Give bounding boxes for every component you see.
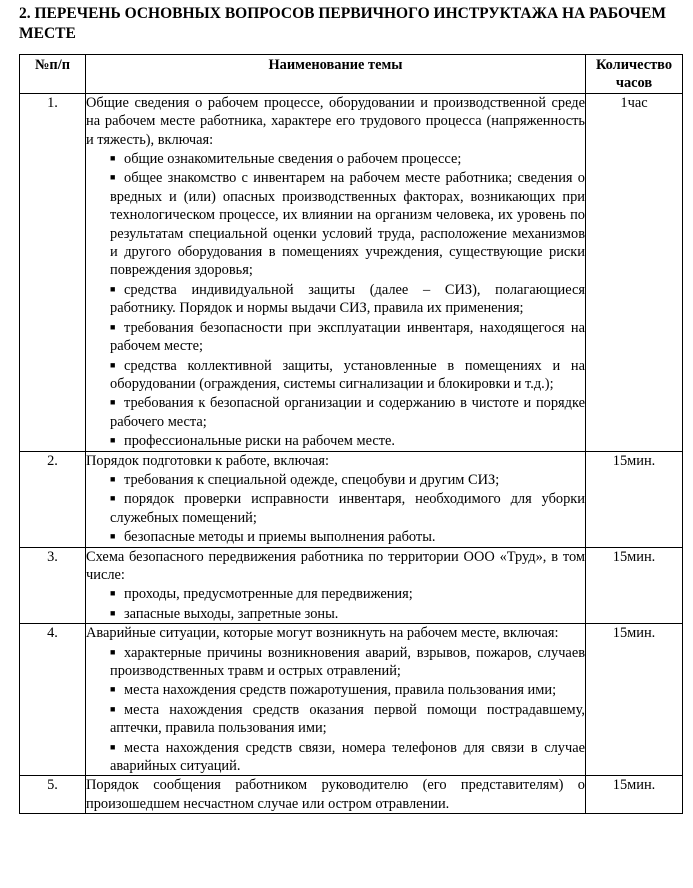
bullet-icon: ■ xyxy=(110,703,116,714)
bullet-icon: ■ xyxy=(110,153,116,164)
row-number: 2. xyxy=(20,451,86,547)
header-number: №п/п xyxy=(20,55,86,94)
topic-cell xyxy=(86,93,586,451)
header-hours: Количество часов xyxy=(586,55,683,94)
topic-intro: Порядок подготовки к работе, включая: xyxy=(86,452,330,469)
hours-cell: 15мин. xyxy=(586,776,683,814)
bullet-icon: ■ xyxy=(110,359,116,370)
row-number: 4. xyxy=(20,624,86,776)
hours-cell: 15мин. xyxy=(586,624,683,776)
bullet-icon: ■ xyxy=(110,741,116,752)
list-item: ■ требования безопасности при эксплуатации инвентаря, находящегося на рабочем месте; xyxy=(110,319,585,355)
topic-intro: Аварийные ситуации, которые могут возникнуть на рабочем месте, включая: xyxy=(86,625,559,642)
table-row xyxy=(20,451,683,547)
list-item: ■ характерные причины возникновения аварий, взрывов, пожаров, случаев производственных травм и острых отравлений; xyxy=(110,644,585,679)
bullet-icon: ■ xyxy=(110,321,116,332)
list-item: ■ места нахождения средств связи, номера телефонов для связи в случае аварийных ситуаций. xyxy=(110,739,585,775)
row-number: 3. xyxy=(20,547,86,624)
bullet-icon: ■ xyxy=(110,493,116,504)
list-item: ■ места нахождения средств оказания первой помощи пострадавшему, аптечки, правила пользования ими; xyxy=(110,701,585,737)
topic-cell xyxy=(86,451,586,547)
topic-cell xyxy=(86,547,586,624)
bullet-icon: ■ xyxy=(110,646,116,657)
topic-intro: Схема безопасного передвижения работника по территории ООО «Труд», в том числе: xyxy=(86,548,585,583)
bullet-icon: ■ xyxy=(110,531,116,542)
topic-cell xyxy=(86,624,586,776)
list-item: ■ профессиональные риски на рабочем месте. xyxy=(110,433,395,450)
table-row xyxy=(20,93,683,451)
list-item: ■ порядок проверки исправности инвентаря, необходимого для уборки служебных помещений; xyxy=(110,491,585,526)
table-row xyxy=(20,547,683,624)
list-item: ■ средства коллективной защиты, установленные в помещениях и на оборудовании (ограждения, системы сигнализации и блокировки и т.д.); xyxy=(110,357,585,392)
list-item: ■ требования к безопасной организации и содержанию в чистоте и порядке рабочего места; xyxy=(110,395,585,430)
row-number: 5. xyxy=(20,776,86,814)
bullet-icon: ■ xyxy=(110,397,116,408)
row-number: 1. xyxy=(20,93,86,451)
list-item: ■ места нахождения средств пожаротушения, правила пользования ими; xyxy=(110,682,557,699)
bullet-icon: ■ xyxy=(110,473,116,484)
topic-cell xyxy=(86,776,586,814)
table-row xyxy=(20,624,683,776)
bullet-icon: ■ xyxy=(110,283,116,294)
topic-intro: Порядок сообщения работником руководителю (его представителям) о произошедшем несчастном случае или остром отравлении. xyxy=(86,777,585,812)
instruction-topics-table xyxy=(19,54,683,814)
list-item: ■ запасные выходы, запретные зоны. xyxy=(110,605,339,622)
list-item: ■ общее знакомство с инвентарем на рабочем месте работника; сведения о вредных и (или) опасных производственных факторах, возникающих при технологическом процессе, их влиянии на организм человека, их уровень по результатам специальной оценки условий труда, расположение механизмов и другого оборудования в помещениях учреждения, существующие риски повреждения здоровья; xyxy=(110,170,585,279)
bullet-icon: ■ xyxy=(110,607,116,618)
list-item: ■ безопасные методы и приемы выполнения работы. xyxy=(110,529,436,546)
table-header-row xyxy=(20,55,683,94)
bullet-icon: ■ xyxy=(110,172,116,183)
list-item: ■ общие ознакомительные сведения о рабочем процессе; xyxy=(110,151,462,168)
list-item: ■ проходы, предусмотренные для передвижения; xyxy=(110,586,413,603)
section-heading: 2. ПЕРЕЧЕНЬ ОСНОВНЫХ ВОПРОСОВ ПЕРВИЧНОГО ИНСТРУКТАЖА НА РАБОЧЕМ МЕСТЕ xyxy=(19,5,666,42)
table-row xyxy=(20,776,683,814)
topic-intro: Общие сведения о рабочем процессе, оборудовании и производственной среде на рабочем месте работника, характере его трудового процесса (напряженность и тяжесть), включая: xyxy=(86,94,585,148)
hours-cell: 15мин. xyxy=(586,547,683,624)
header-topic: Наименование темы xyxy=(86,55,586,94)
bullet-icon: ■ xyxy=(110,588,116,599)
list-item: ■ требования к специальной одежде, спецобуви и другим СИЗ; xyxy=(110,471,500,488)
hours-cell: 15мин. xyxy=(586,451,683,547)
list-item: ■ средства индивидуальной защиты (далее – СИЗ), полагающиеся работнику. Порядок и нормы выдачи СИЗ, правила их применения; xyxy=(110,281,585,317)
hours-cell: 1час xyxy=(586,93,683,451)
bullet-icon: ■ xyxy=(110,435,116,446)
bullet-icon: ■ xyxy=(110,684,116,695)
